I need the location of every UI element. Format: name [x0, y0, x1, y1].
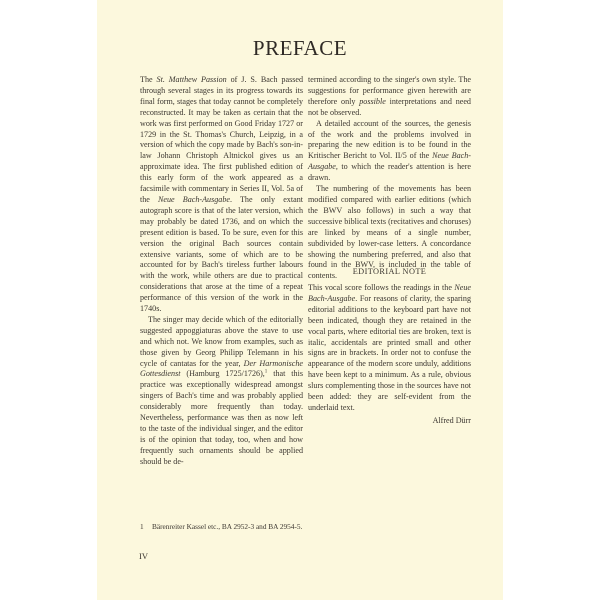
footnote — [140, 522, 302, 531]
italic-title: Neue Bach-Ausgabe — [308, 283, 471, 303]
italic-word: possible — [359, 96, 386, 106]
text: (Hamburg 1725/1726), — [180, 369, 265, 379]
footnote-ref[interactable]: 1 — [264, 369, 268, 375]
paragraph: The numbering of the movements has been modified compared with earlier editions (which the BWV also follows) in such a way that successive biblical texts (recitatives and choruses) are linked by means of a single number, subdivided by lower-case letters. A concordance showing the numbering preferred, and also that found in the BWV, is included in the table of contents. — [308, 184, 471, 281]
editorial-note — [308, 283, 471, 427]
text: This vocal score follows the readings in the — [308, 283, 455, 292]
footnote-number: 1 — [140, 522, 144, 531]
paragraph — [140, 75, 303, 315]
right-column — [308, 75, 471, 282]
text: , to which the reader's attention is here drawn. — [308, 162, 471, 183]
paragraph — [308, 75, 471, 119]
italic-title: Neue Bach-Ausgabe — [158, 194, 230, 204]
italic-title: Neue Bach-Ausgabe — [308, 151, 472, 172]
text: The — [140, 75, 157, 84]
text: The singer may decide which of the editorially suggested appoggiaturas above the stave to use and which not. We know from examples, such as those given by Georg Philipp Telemann in his cycle of cantatas for the year, — [140, 314, 303, 368]
text: that this practice was exceptionally widespread amongst singers of Bach's time and was probably applied considerably more frequently than today. Nevertheless, performance was then as now left to the taste of the individual singer, and the editor is of the opinion that today, too, when and how frequently such ornaments should be applied should be de- — [140, 369, 303, 466]
footnote-text: Bärenreiter Kassel etc., BA 2952-3 and BA 2954-5. — [152, 522, 303, 531]
italic-title: St. Matthew Passion — [156, 75, 227, 84]
text: A detailed account of the sources, the genesis of the work and the problems involved in preparing the new edition is to be found in the Kritischer Bericht to Vol. II/5 of the — [308, 118, 471, 161]
text: . For reasons of clarity, the sparing editorial additions to the keyboard part have not been indicated, though they are retained in the vocal parts, where editorial ties are broken, text is italic, accidentals are printed small and other signs are in brackets. In order not to confuse the appearance of the modern score unduly, additions have been kept to a minimum. As a rule, obvious slurs complementing those in the sources have not been added: they are self-evident from the underlaid text. — [308, 293, 471, 412]
paragraph — [308, 283, 471, 414]
paragraph — [140, 315, 303, 468]
text: of J. S. Bach passed through several stages in its progress towards its final form, stages that today cannot be completely reconstructed. It may be taken as certain that the work was first performed on Good Friday 1727 or 1729 in the St. Thomas's Church, Leipzig, in a version of which the copy made by Bach's son-in-law Johann Christoph Altnickol gives us an approximate idea. The first published edition of this early form of the work appeared as a facsimile with commentary in Series II, Vol. 5a of the — [140, 75, 304, 204]
section-heading: EDITORIAL NOTE — [352, 267, 427, 276]
left-column — [140, 75, 303, 468]
page-number: IV — [139, 551, 148, 561]
text: termined according to the singer's own style. The suggestions for performance given herewith are therefore only — [308, 75, 471, 106]
text: interpretations and need not be observed. — [308, 96, 471, 117]
text: . The only extant autograph score is that of the later version, which may probably be dated 1736, and on which the present edition is based. To be sure, even for this version the original Bach sources contain extensive variants, some of which are to be accounted for by Bach's tireless further labours with the work, while others are due to practical considerations that arose at the time of a repeat performance of this version of the work in the 1740s. — [140, 194, 303, 314]
signature: Alfred Dürr — [432, 415, 471, 425]
page-title: PREFACE — [252, 36, 348, 60]
paragraph — [308, 119, 471, 184]
italic-title: Der Harmonische Gottesdienst — [140, 358, 303, 379]
document-page — [97, 0, 503, 600]
